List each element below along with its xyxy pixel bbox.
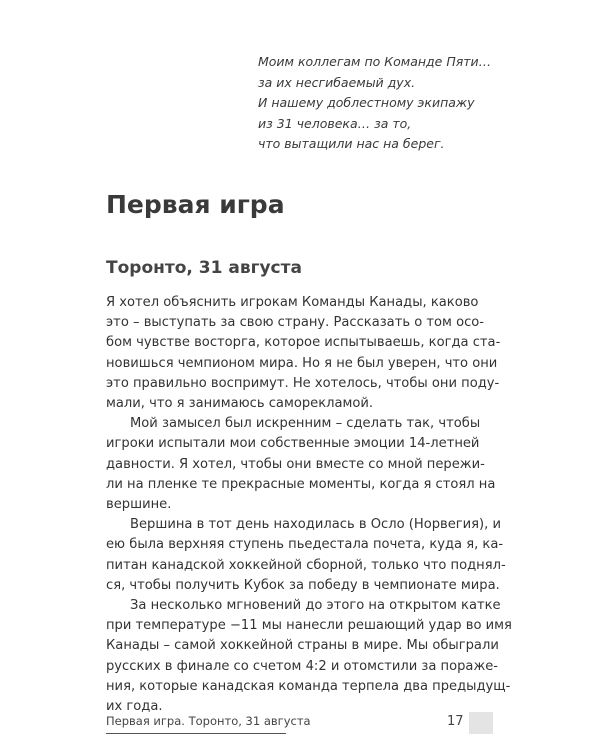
text-line: вершине. xyxy=(106,497,172,513)
text-line: ния, которые канадская команда терпела два предыдущ- xyxy=(106,678,511,694)
paragraph xyxy=(106,293,516,414)
chapter-title: Первая игра xyxy=(106,190,285,219)
epigraph-line: Моим коллегам по Команде Пяти… xyxy=(258,54,492,69)
text-line: Я хотел объяснить игрокам Команды Канады, каково xyxy=(106,295,479,310)
text-line: давности. Я хотел, чтобы они вместе со мной пережи- xyxy=(106,456,485,472)
epigraph-line: за их несгибаемый дух. xyxy=(258,74,416,90)
page-number: 17 xyxy=(447,714,464,729)
text-line: мали, что я занимаюсь саморекламой. xyxy=(106,396,374,412)
running-title: Первая игра. Торонто, 31 августа xyxy=(106,714,311,728)
text-line: ся, чтобы получить Кубок за победу в чемпионате мира. xyxy=(106,577,500,593)
epigraph-line: И нашему доблестному экипажу xyxy=(258,95,475,110)
body-text xyxy=(106,293,516,717)
epigraph-line: что вытащили нас на берег. xyxy=(258,136,445,151)
text-line: За несколько мгновений до этого на открытом катке xyxy=(130,598,501,614)
text-line: ли на пленке те прекрасные моменты, когда я стоял на xyxy=(106,476,496,492)
text-line: Вершина в тот день находилась в Осло (Норвегия), и xyxy=(130,517,502,533)
footer-rule xyxy=(106,733,286,734)
text-line: их года. xyxy=(106,699,163,715)
text-line: игроки испытали мои собственные эмоции 14-летней xyxy=(106,436,480,452)
text-line: это правильно воспримут. Не хотелось, чтобы они поду- xyxy=(106,375,500,391)
text-line: новишься чемпионом мира. Но я не был уверен, что они xyxy=(106,355,498,371)
paragraph xyxy=(106,414,516,515)
epigraph xyxy=(258,52,558,155)
text-line: русских в финале со счетом 4:2 и отомстили за пораже- xyxy=(106,658,499,674)
text-line: ею была верхняя ступень пьедестала почета, куда я, ка- xyxy=(106,537,504,553)
epigraph-line: из 31 человека… за то, xyxy=(258,115,412,131)
text-line: питан канадской хоккейной сборной, только что поднял- xyxy=(106,557,506,573)
page-edge-tab xyxy=(469,712,493,734)
text-line: бом чувстве восторга, которое испытываешь, когда ста- xyxy=(106,335,501,351)
section-title: Торонто, 31 августа xyxy=(106,258,302,278)
paragraph xyxy=(106,596,516,717)
paragraph xyxy=(106,515,516,596)
text-line: Канады – самой хоккейной страны в мире. Мы обыграли xyxy=(106,638,499,654)
text-line: Мой замысел был искренним – сделать так, чтобы xyxy=(130,416,481,432)
text-line: это – выступать за свою страну. Рассказать о том осо- xyxy=(106,315,485,331)
text-line: при температуре −11 мы нанесли решающий удар во имя xyxy=(106,618,512,634)
